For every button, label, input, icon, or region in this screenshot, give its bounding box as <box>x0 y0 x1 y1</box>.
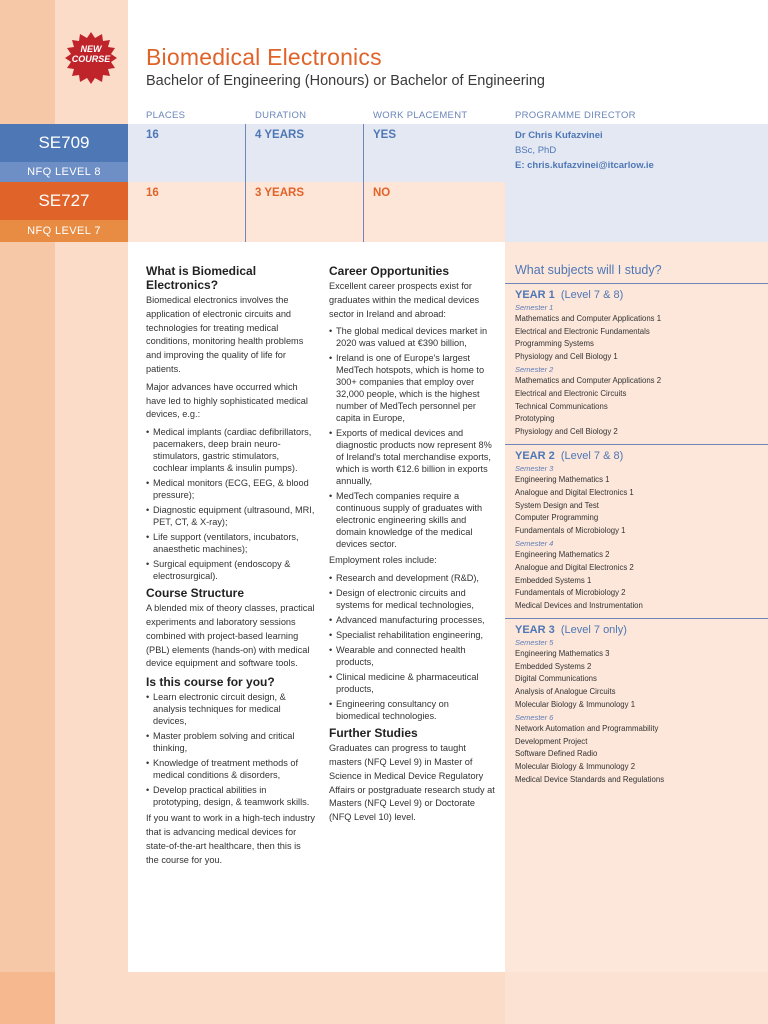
module: Electrical and Electronic Circuits <box>515 388 627 398</box>
device-list <box>146 426 316 582</box>
year-heading: YEAR 2 (Level 7 & 8) <box>515 450 624 463</box>
list-item: • Medical monitors (ECG, EEG, & blood pressure); <box>146 477 316 501</box>
list-item: • Medical implants (cardiac defibrillators, pacemakers, deep brain neuro-stimulators, gastric stimulators, cochlear implants & insulin pumps). <box>146 426 316 474</box>
places-value: 16 <box>146 129 159 141</box>
director-qualifications: BSc, PhD <box>515 145 557 156</box>
bottom-band-left <box>0 972 55 1024</box>
section-heading: What is Biomedical Electronics? <box>146 264 257 292</box>
list-item: • Diagnostic equipment (ultrasound, MRI, PET, CT, & X-ray); <box>146 504 316 528</box>
right-panel-top <box>505 0 768 124</box>
subjects-list <box>505 283 768 792</box>
list-item: • The global medical devices market in 2020 was valued at €390 billion, <box>329 325 495 349</box>
list-item: • Research and development (R&D), <box>329 572 495 584</box>
section-heading: Course Structure <box>146 586 245 601</box>
module: Electrical and Electronic Fundamentals <box>515 326 650 336</box>
semester-label: Semester 6 <box>515 713 554 723</box>
list-item: • Ireland is one of Europe's largest MedTech hotspots, which is home to 300+ companies that employ over 32,000 people, which is the highest number of MedTech personnel per capita in Europe, <box>329 352 495 424</box>
placement-value: NO <box>373 187 391 199</box>
subjects-heading: What subjects will I study? <box>515 263 662 277</box>
module: Analogue and Digital Electronics 2 <box>515 562 634 572</box>
list-item: • Master problem solving and critical thinking, <box>146 730 316 754</box>
module: Engineering Mathematics 2 <box>515 550 610 560</box>
list-item: • Specialist rehabilitation engineering, <box>329 629 495 641</box>
list-item: • Wearable and connected health products, <box>329 644 495 668</box>
year-block <box>505 618 768 792</box>
module: Physiology and Cell Biology 1 <box>515 351 618 361</box>
list-item: • Clinical medicine & pharmaceutical products, <box>329 671 495 695</box>
duration-value: 3 YEARS <box>255 187 305 199</box>
placement-value: YES <box>373 129 397 141</box>
module: Fundamentals of Microbiology 1 <box>515 525 626 535</box>
module: Molecular Biology & Immunology 2 <box>515 762 636 772</box>
places-value: 16 <box>146 187 159 199</box>
list-item: • Advanced manufacturing processes, <box>329 614 495 626</box>
roles-list <box>329 572 495 722</box>
bottom-band-right <box>505 972 768 1024</box>
semester-label: Semester 5 <box>515 638 554 648</box>
module: Physiology and Cell Biology 2 <box>515 426 618 436</box>
programme-row-se727 <box>128 182 505 242</box>
semester-label: Semester 2 <box>515 365 554 375</box>
year-block <box>505 444 768 618</box>
paragraph: A blended mix of theory classes, practical experiments and laboratory sessions combined with project-based learning (PBL) elements (hands-on) with medical device equipment and software tools. <box>146 603 315 669</box>
module: Medical Device Standards and Regulations <box>515 774 665 784</box>
year-block <box>505 283 768 444</box>
module: Engineering Mathematics 3 <box>515 649 610 659</box>
nfq-level: NFQ LEVEL 7 <box>0 220 128 242</box>
duration-header: DURATION <box>255 110 307 121</box>
semester-label: Semester 4 <box>515 539 554 549</box>
paragraph: If you want to work in a high-tech industry that is advancing medical devices for state-of-the-art healthcare, then this is the course for you. <box>146 813 316 865</box>
module: Medical Devices and Instrumentation <box>515 600 643 610</box>
for-you-list <box>146 691 316 808</box>
module: Digital Communications <box>515 674 597 684</box>
semester-label: Semester 3 <box>515 464 554 474</box>
director-name: Dr Chris Kufazvinei <box>515 130 603 141</box>
list-item: • Engineering consultancy on biomedical technologies. <box>329 698 495 722</box>
paragraph: Graduates can progress to taught masters (NFQ Level 9) in Master of Science in Medical Device Regulatory Affairs or postgraduate research study at Masters (NFQ Level 9) or Doctorate (NFQ Level 10) level. <box>329 743 495 823</box>
module: Engineering Mathematics 1 <box>515 475 610 485</box>
module: Technical Communications <box>515 401 608 411</box>
list-item: • Learn electronic circuit design, & analysis techniques for medical devices, <box>146 691 316 727</box>
list-item: • Surgical equipment (endoscopy & electrosurgical). <box>146 558 316 582</box>
page-title: Biomedical Electronics <box>146 44 382 70</box>
semester-label: Semester 1 <box>515 303 554 312</box>
paragraph: Employment roles include: <box>329 555 437 566</box>
duration-value: 4 YEARS <box>255 129 305 141</box>
paragraph: Excellent career prospects exist for graduates within the medical devices sector in Ireland and abroad: <box>329 281 480 319</box>
divider <box>363 124 364 242</box>
module: Analogue and Digital Electronics 1 <box>515 487 634 497</box>
module: Embedded Systems 1 <box>515 575 592 585</box>
nfq-level: NFQ LEVEL 8 <box>0 162 128 182</box>
places-header: PLACES <box>146 110 186 121</box>
column-about <box>146 264 316 871</box>
paragraph: Biomedical electronics involves the application of electronic circuits and technologies for treating medical conditions, monitoring health problems and improving the quality of life for patients. <box>146 295 304 374</box>
list-item: • Design of electronic circuits and systems for medical technologies, <box>329 587 495 611</box>
work-placement-header: WORK PLACEMENT <box>373 110 468 121</box>
list-item: • MedTech companies require a continuous supply of graduates with electronic engineering skills and domain knowledge of the medical devices sector. <box>329 490 495 550</box>
programme-code: SE709 <box>0 124 128 162</box>
column-careers <box>329 264 495 829</box>
programme-code: SE727 <box>0 182 128 220</box>
module: System Design and Test <box>515 500 599 510</box>
list-item: • Life support (ventilators, incubators, anaesthetic machines); <box>146 531 316 555</box>
director-email[interactable]: E: chris.kufazvinei@itcarlow.ie <box>515 160 654 171</box>
list-item: • Knowledge of treatment methods of medical conditions & disorders, <box>146 757 316 781</box>
section-heading: Further Studies <box>329 726 418 741</box>
module: Computer Programming <box>515 513 599 523</box>
list-item: • Develop practical abilities in prototyping, design, & teamwork skills. <box>146 784 316 808</box>
module: Fundamentals of Microbiology 2 <box>515 588 626 598</box>
module: Mathematics and Computer Applications 2 <box>515 376 662 386</box>
module: Network Automation and Programmability <box>515 724 659 734</box>
module: Analysis of Analogue Circuits <box>515 687 616 697</box>
module: Embedded Systems 2 <box>515 661 592 671</box>
list-item: • Exports of medical devices and diagnostic products now represent 8% of Ireland's total merchandise exports, which is worth €12.6 billion in exports annually, <box>329 427 495 487</box>
module: Programming Systems <box>515 339 594 349</box>
programme-director <box>515 128 654 173</box>
module: Prototyping <box>515 414 555 424</box>
module: Mathematics and Computer Applications 1 <box>515 314 662 323</box>
year-heading: YEAR 3 (Level 7 only) <box>515 624 627 637</box>
page-subtitle: Bachelor of Engineering (Honours) or Bachelor of Engineering <box>146 73 545 89</box>
module: Software Defined Radio <box>515 749 598 759</box>
module: Molecular Biology & Immunology 1 <box>515 699 636 709</box>
new-course-badge-label: NEW COURSE <box>71 44 111 64</box>
section-heading: Career Opportunities <box>329 264 450 278</box>
section-heading: Is this course for you? <box>146 675 275 690</box>
paragraph: Major advances have occurred which have led to highly sophisticated medical devices, e.g.: <box>146 381 308 420</box>
facts-list <box>329 325 495 550</box>
divider <box>245 124 246 242</box>
year-heading: YEAR 1 (Level 7 & 8) <box>515 289 624 301</box>
programme-row-se709 <box>128 124 505 182</box>
module: Development Project <box>515 736 588 746</box>
programme-director-header: PROGRAMME DIRECTOR <box>515 110 636 121</box>
